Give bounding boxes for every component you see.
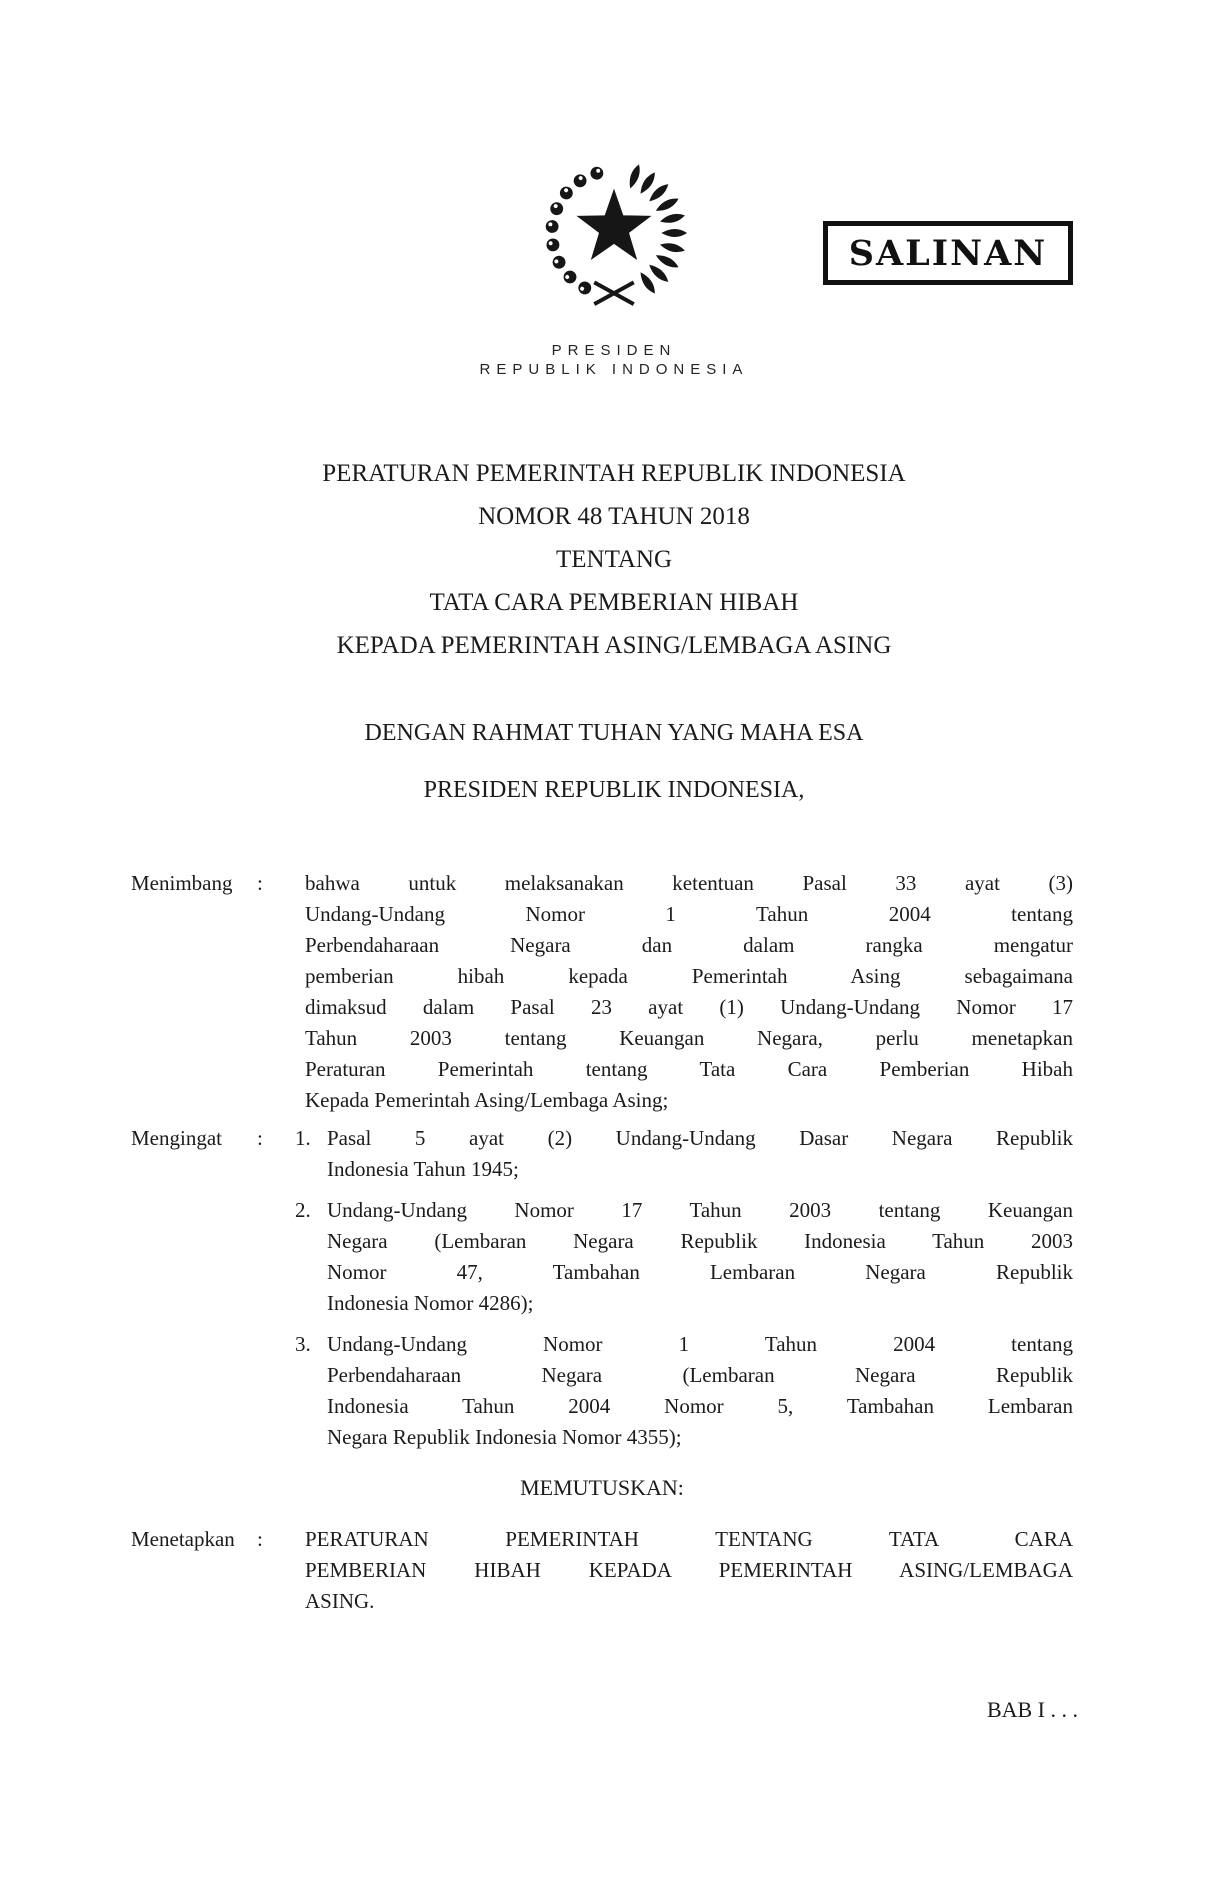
item-number: 3. [295, 1332, 311, 1356]
letterhead-republik-indonesia: REPUBLIK INDONESIA [479, 361, 749, 378]
title-line-1: PERATURAN PEMERINTAH REPUBLIK INDONESIA [322, 460, 906, 487]
list-item [295, 1329, 1073, 1453]
title-line-4: TATA CARA PEMBERIAN HIBAH [429, 589, 799, 616]
title-line-2: NOMOR 48 TAHUN 2018 [478, 503, 750, 530]
mengingat-section [131, 1123, 1073, 1453]
salinan-stamp-label: SALINAN [848, 232, 1048, 274]
mengingat-list [295, 1123, 1073, 1453]
mengingat-label: Mengingat [131, 1126, 222, 1150]
item-number: 2. [295, 1198, 311, 1222]
mengingat-colon: : [257, 1126, 263, 1150]
menetapkan-colon: : [257, 1527, 263, 1551]
document-body [131, 868, 1073, 1617]
memutuskan-heading: MEMUTUSKAN: [520, 1475, 684, 1500]
item-text: Undang-Undang Nomor 17 Tahun 2003 tentang Keuangan Negara (Lembaran Negara Republik Indonesia Tahun 2003 Nomor 47, Tambahan Lembaran Negara Republik Indonesia Nomor 4286); [327, 1198, 1073, 1315]
letterhead-presiden: PRESIDEN [551, 342, 677, 359]
page-catchword: BAB I . . . [986, 1697, 1078, 1722]
menetapkan-text: PERATURAN PEMERINTAH TENTANG TATA CARA PEMBERIAN HIBAH KEPADA PEMERINTAH ASING/LEMBAGA ASING. [305, 1527, 1073, 1613]
presidential-seal-icon [535, 154, 693, 312]
title-line-3: TENTANG [555, 546, 673, 573]
invocation-line: DENGAN RAHMAT TUHAN YANG MAHA ESA [364, 720, 864, 746]
letterhead [0, 341, 1228, 379]
salinan-stamp [823, 221, 1073, 285]
issuer-line: PRESIDEN REPUBLIK INDONESIA, [423, 777, 805, 803]
item-text: Undang-Undang Nomor 1 Tahun 2004 tentang Perbendaharaan Negara (Lembaran Negara Republik Indonesia Tahun 2004 Nomor 5, Tambahan Lembaran Negara Republik Indonesia Nomor 4355); [327, 1332, 1073, 1449]
menimbang-colon: : [257, 871, 263, 895]
item-text: Pasal 5 ayat (2) Undang-Undang Dasar Negara Republik Indonesia Tahun 1945; [327, 1126, 1073, 1181]
item-number: 1. [295, 1126, 311, 1150]
list-item [295, 1195, 1073, 1319]
document-title [0, 452, 1228, 667]
title-line-5: KEPADA PEMERINTAH ASING/LEMBAGA ASING [336, 632, 892, 659]
menetapkan-section [131, 1524, 1073, 1617]
menimbang-text: bahwa untuk melaksanakan ketentuan Pasal 33 ayat (3) Undang-Undang Nomor 1 Tahun 2004 tentang Perbendaharaan Negara dan dalam rangka mengatur pemberian hibah kepada Pemerintah Asing sebagaimana dimaksud dalam Pasal 23 ayat (1) Undang-Undang Nomor 17 Tahun 2003 tentang Keuangan Negara, perlu menetapkan Peraturan Pemerintah tentang Tata Cara Pemberian Hibah Kepada Pemerintah Asing/Lembaga Asing; [305, 871, 1073, 1112]
list-item [295, 1123, 1073, 1185]
menetapkan-label: Menetapkan [131, 1527, 235, 1551]
menimbang-label: Menimbang [131, 871, 233, 895]
menimbang-section [131, 868, 1073, 1116]
